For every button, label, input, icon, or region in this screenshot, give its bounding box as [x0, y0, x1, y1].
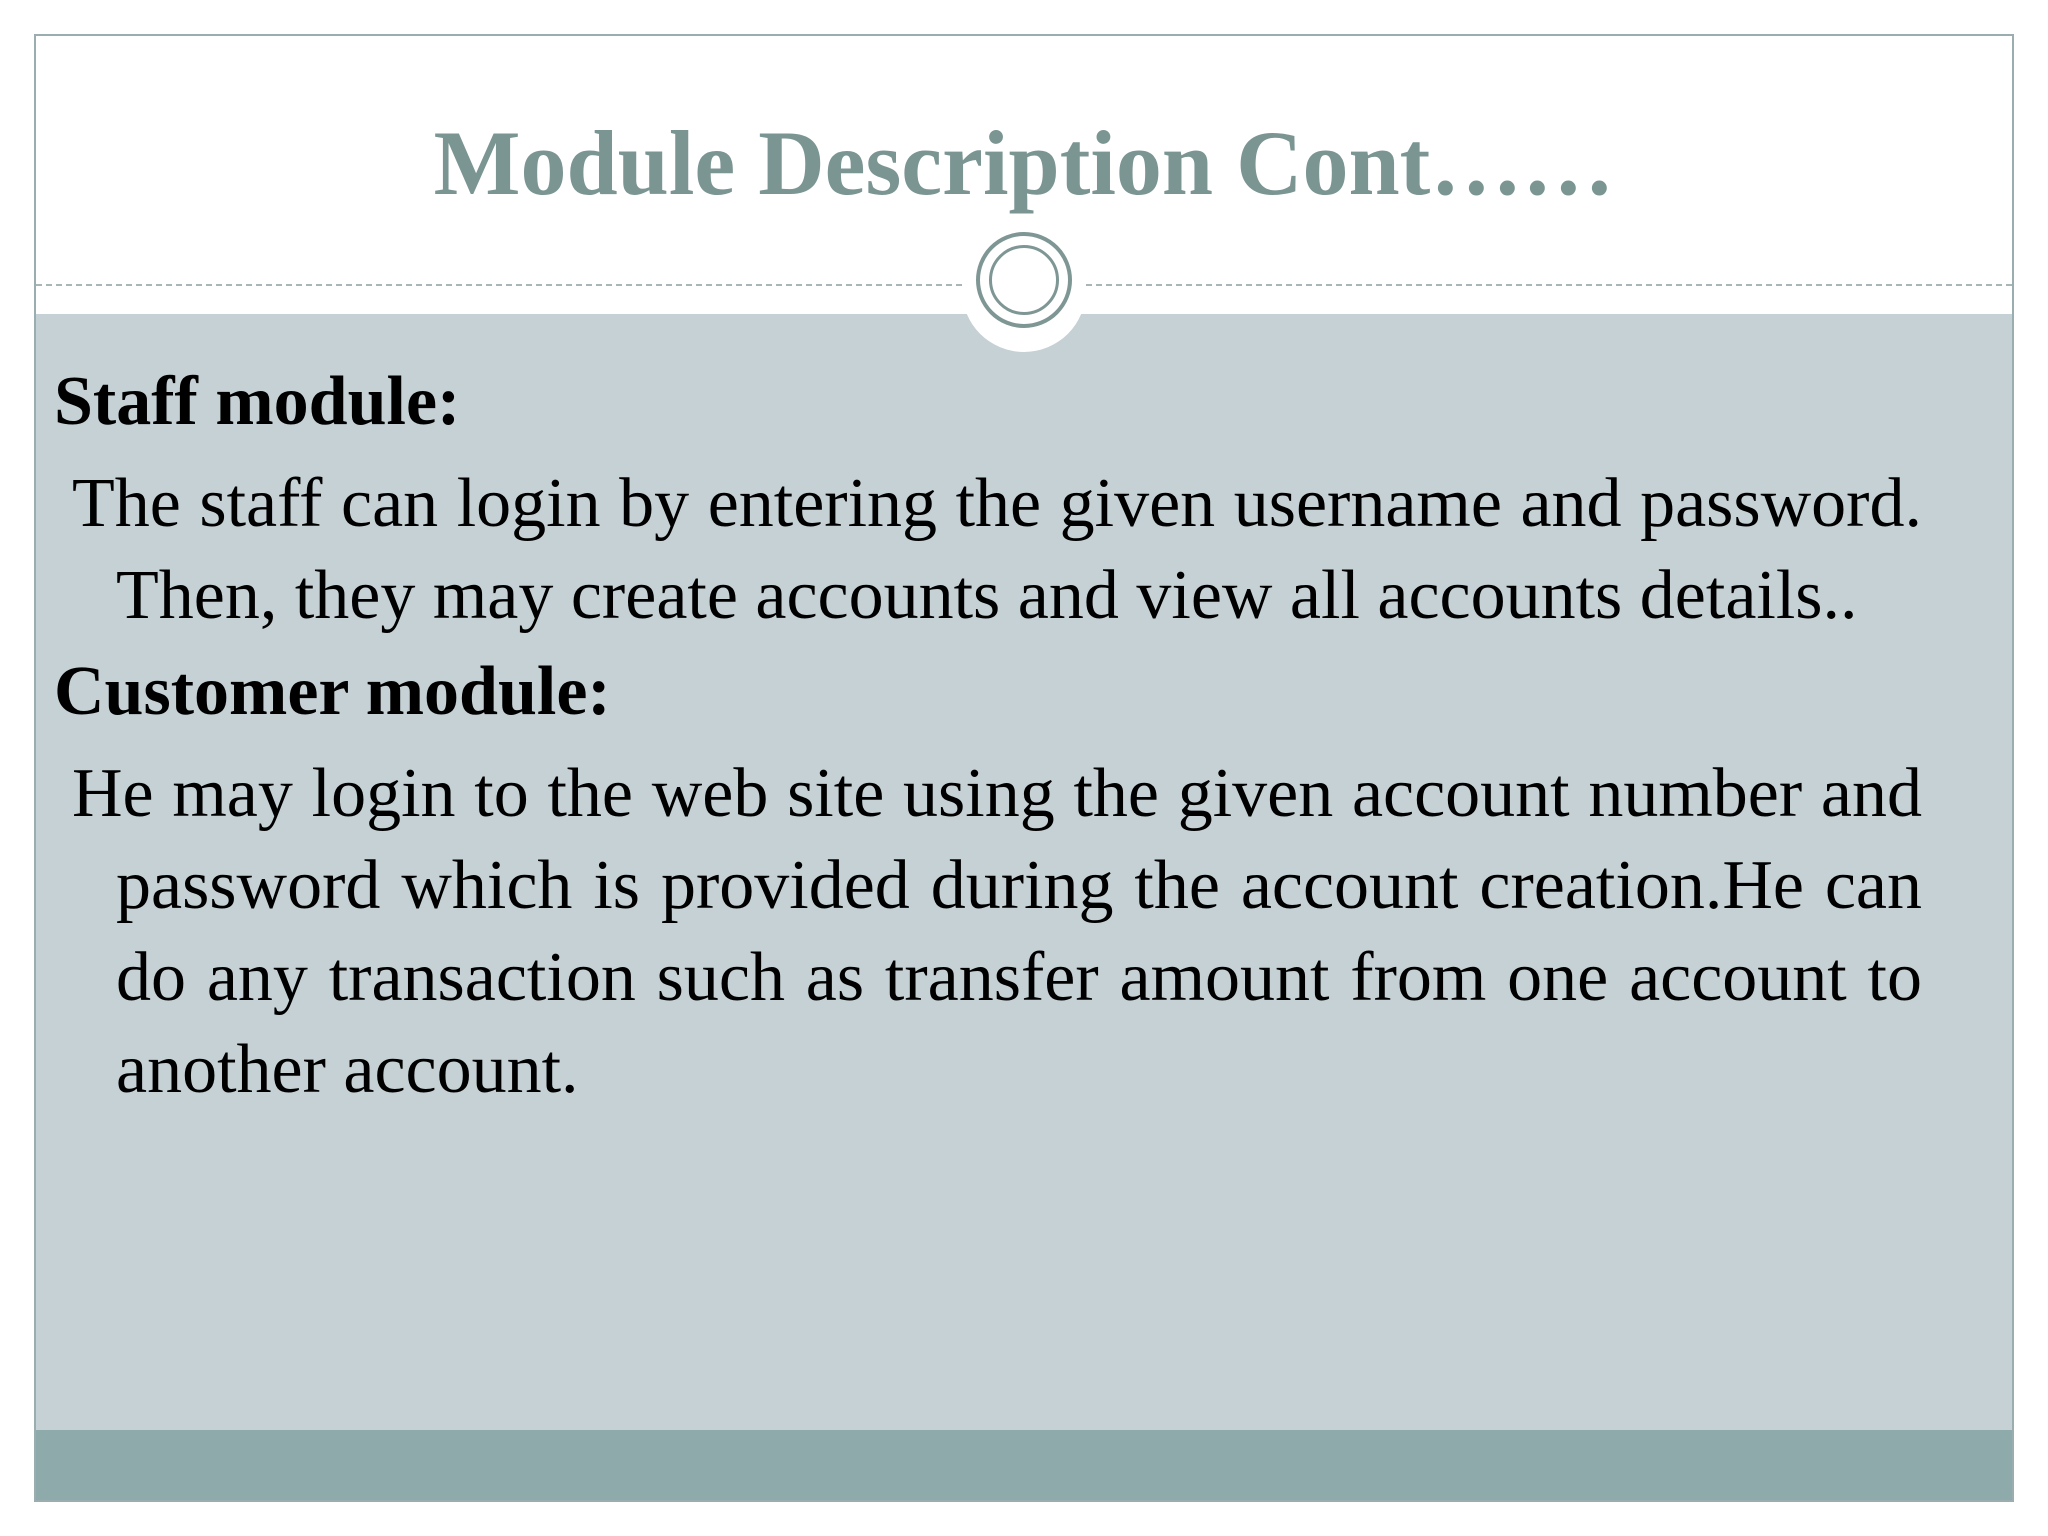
circle-ornament-icon: [976, 232, 1072, 328]
customer-module-heading: Customer module:: [54, 653, 611, 730]
footer-bar: [36, 1430, 2012, 1500]
slide-title: Module Description Cont……: [433, 112, 1615, 214]
customer-module-description: He may login to the web site using the given account number and password which is provided during the account creation.He can do any transaction such as transfer amount from one account to another account.: [72, 755, 1922, 1108]
staff-module-heading: Staff module:: [54, 363, 461, 440]
staff-module-description: The staff can login by entering the given username and password. Then, they may create accounts and view all accounts details..: [72, 465, 1922, 634]
slide-body: [54, 360, 1922, 1124]
circle-ornament-inner: [989, 245, 1059, 315]
